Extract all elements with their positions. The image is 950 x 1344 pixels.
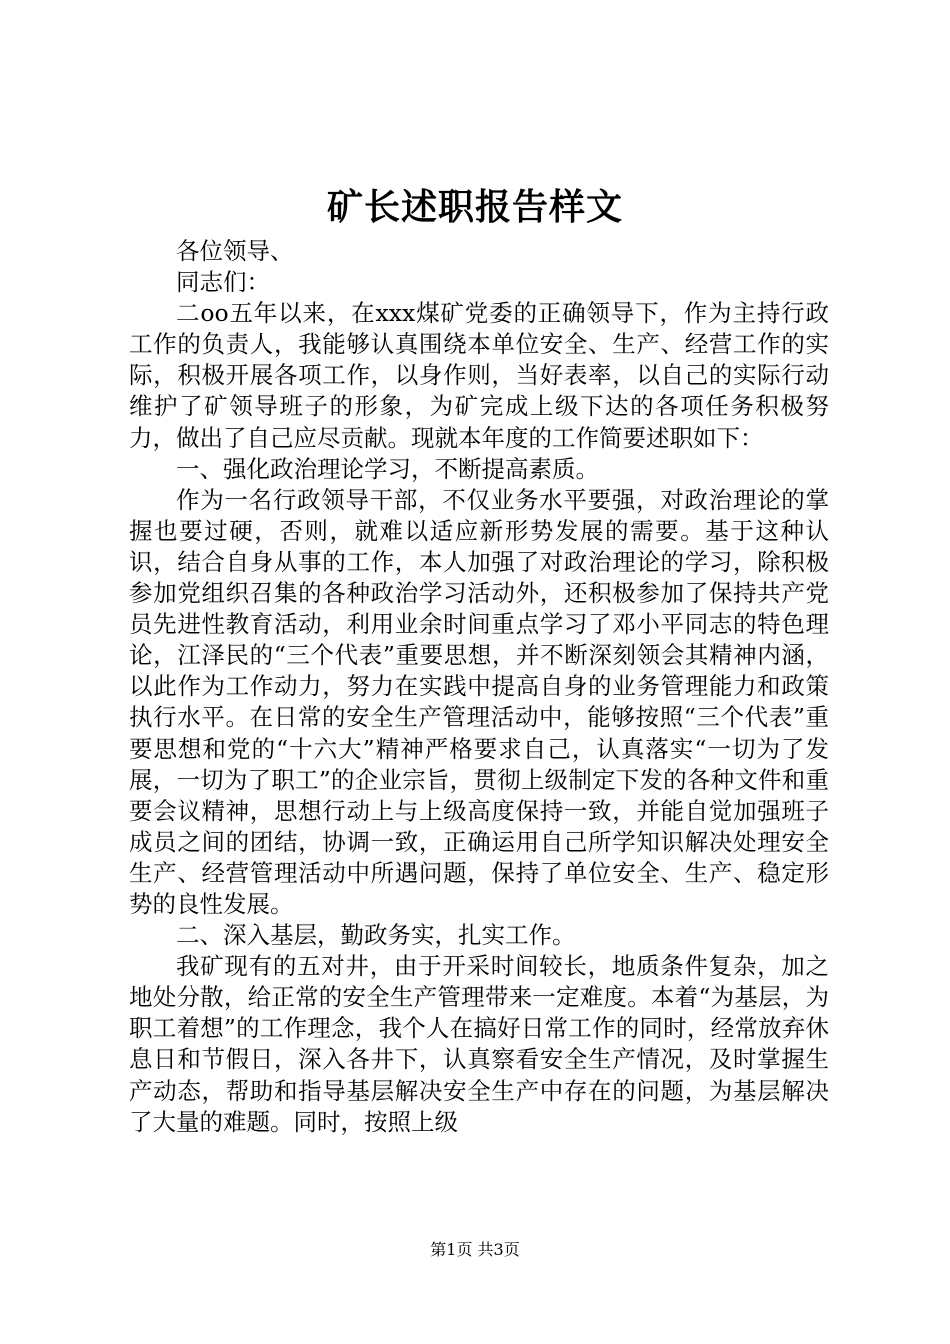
salutation-line-2: 同志们：	[176, 268, 270, 297]
salutation-line-1: 各位领导、	[176, 237, 294, 265]
document-body	[129, 236, 829, 1138]
section-1-paragraph: 作为一名行政领导干部，不仅业务水平要强，对政治理论的掌握也要过硬，否则，就难以适应新形势发展的需要。基于这种认识，结合自身从事的工作，本人加强了对政治理论的学习，除积极参加党组织召集的各种政治学习活动外，还积极参加了保持共产党员先进性教育活动，利用业余时间重点学习了邓小平同志的特色理论，江泽民的“三个代表”重要思想，并不断深刻领会其精神内涵，以此作为工作动力，努力在实践中提高自身的业务管理能力和政策执行水平。在日常的安全生产管理活动中，能够按照“三个代表”重要思想和党的“十六大”精神严格要求自己，认真落实“一切为了发展，一切为了职工”的企业宗旨，贯彻上级制定下发的各种文件和重要会议精神，思想行动上与上级高度保持一致，并能自觉加强班子成员之间的团结，协调一致，正确运用自己所学知识解决处理安全生产、经营管理活动中所遇问题，保持了单位安全、生产、稳定形势的良性发展。	[129, 485, 829, 918]
section-heading-2: 二、深入基层，勤政务实，扎实工作。	[176, 921, 576, 950]
section-heading-1: 一、强化政治理论学习，不断提高素质。	[176, 454, 599, 483]
section-2-paragraph: 我矿现有的五对井，由于开采时间较长，地质条件复杂，加之地处分散，给正常的安全生产管理带来一定难度。本着“为基层，为职工着想”的工作理念，我个人在搞好日常工作的同时，经常放弃休息日和节假日，深入各井下，认真察看安全生产情况，及时掌握生产动态，帮助和指导基层解决安全生产中存在的问题，为基层解决了大量的难题。同时，按照上级	[129, 952, 829, 1136]
document-title: 矿长述职报告样文	[326, 186, 623, 228]
page-footer: 第1页 共3页	[430, 1240, 520, 1259]
intro-paragraph: 二oo五年以来，在xxx煤矿党委的正确领导下，作为主持行政工作的负责人，我能够认真围绕本单位安全、生产、经营工作的实际，积极开展各项工作，以身作则，当好表率，以自己的实际行动维护了矿领导班子的形象，为矿完成上级下达的各项任务积极努力，做出了自己应尽贡献。现就本年度的工作简要述职如下：	[129, 299, 829, 452]
